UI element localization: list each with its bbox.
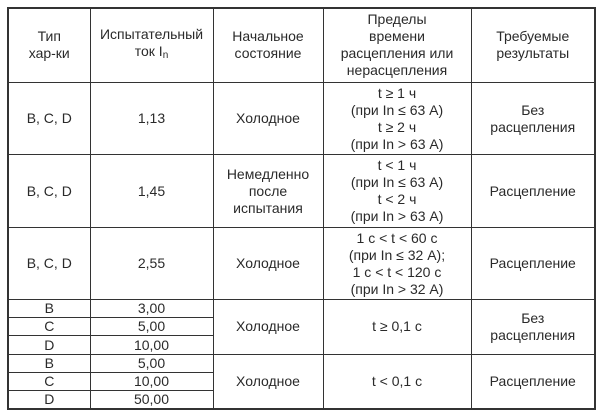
- cell-current: 1,13: [90, 82, 213, 154]
- cell-state: Холодное: [213, 300, 323, 354]
- header-type: Тип хар-ки: [8, 8, 90, 82]
- table-row: [8, 82, 595, 154]
- cell-current: 3,00: [90, 300, 213, 318]
- cell-type: B, C, D: [8, 155, 90, 227]
- header-time-limits: Пределы времени расцепления или нерасцепления: [323, 8, 471, 82]
- cell-current: 10,00: [90, 372, 213, 390]
- header-row: [8, 8, 595, 82]
- header-test-current: Испытательный ток $I_n$: [90, 8, 213, 82]
- cell-current: 10,00: [90, 336, 213, 354]
- cell-result: Расцепление: [471, 227, 595, 299]
- cell-type: C: [8, 372, 90, 390]
- cell-type: B, C, D: [8, 227, 90, 299]
- cell-type: D: [8, 390, 90, 409]
- cell-state: Холодное: [213, 227, 323, 299]
- table-row: [8, 300, 595, 318]
- cell-state: Холодное: [213, 354, 323, 409]
- table-row: [8, 155, 595, 227]
- header-initial-state: Начальное состояние: [213, 8, 323, 82]
- cell-limits: t < 0,1 с: [323, 354, 471, 409]
- cell-result: Расцепление: [471, 155, 595, 227]
- table-row: [8, 227, 595, 299]
- cell-current: 1,45: [90, 155, 213, 227]
- cell-current: 5,00: [90, 318, 213, 336]
- cell-current: 50,00: [90, 390, 213, 409]
- cell-result: Без расцепления: [471, 82, 595, 154]
- cell-type: B: [8, 300, 90, 318]
- table-row: [8, 354, 595, 372]
- cell-type: B, C, D: [8, 82, 90, 154]
- cell-current: 5,00: [90, 354, 213, 372]
- cell-current: 2,55: [90, 227, 213, 299]
- cell-type: B: [8, 354, 90, 372]
- cell-result: Без расцепления: [471, 300, 595, 354]
- cell-state: Холодное: [213, 82, 323, 154]
- cell-result: Расцепление: [471, 354, 595, 409]
- circuit-breaker-test-table: [7, 7, 596, 410]
- cell-limits: t < 1 ч (при In ≤ 63 А) t < 2 ч (при In > 63 А): [323, 155, 471, 227]
- header-required-results: Требуемые результаты: [471, 8, 595, 82]
- cell-limits: t ≥ 0,1 с: [323, 300, 471, 354]
- cell-limits: 1 с < t < 60 с (при In ≤ 32 А); 1 с < t < 120 с (при In > 32 А): [323, 227, 471, 299]
- cell-type: D: [8, 336, 90, 354]
- cell-limits: t ≥ 1 ч (при In ≤ 63 А) t ≥ 2 ч (при In > 63 А): [323, 82, 471, 154]
- cell-state: Немедленно после испытания: [213, 155, 323, 227]
- cell-type: C: [8, 318, 90, 336]
